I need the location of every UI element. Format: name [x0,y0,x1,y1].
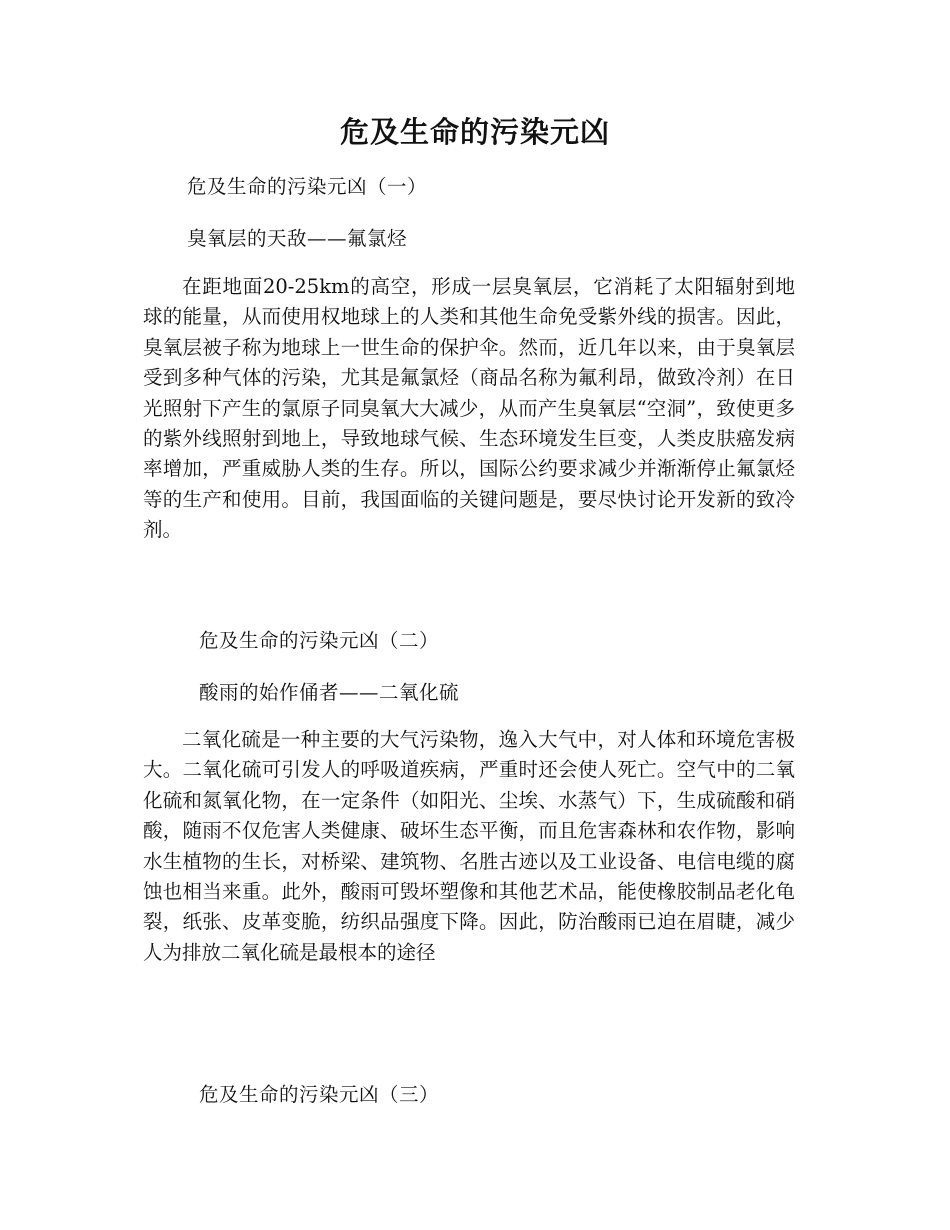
section-1-heading: 危及生命的污染元凶（一） [187,175,428,198]
section-2-subheading: 酸雨的始作俑者——二氧化硫 [199,681,460,704]
section-1-subheading: 臭氧层的天敌——氟氯烃 [187,227,408,250]
document-title: 危及生命的污染元凶 [339,115,610,149]
section-1-body: 在距地面20-25km的高空，形成一层臭氧层，它消耗了太阳辐射到地球的能量，从而使用权地球上的人类和其他生命免受紫外线的损害。因此，臭氧层被子称为地球上一世生命的保护伞。然而，近几年以来，由于臭氧层受到多种气体的污染，尤其是氟氯烃（商品名称为氟利昂，做致冷剂）在日光照射下产生的氯原子同臭氧大大减少，从而产生臭氧层“空洞”，致使更多的紫外线照射到地上，导致地球气候、生态环境发生巨变，人类皮肤癌发病率增加，严重威胁人类的生存。所以，国际公约要求减少并渐渐停止氟氯烃等的生产和使用。目前，我国面临的关键问题是，要尽快讨论开发新的致冷剂。 [143,275,795,542]
section-2-body: 二氧化硫是一种主要的大气污染物，逸入大气中，对人体和环境危害极大。二氧化硫可引发人的呼吸道疾病，严重时还会使人死亡。空气中的二氧化硫和氮氧化物，在一定条件（如阳光、尘埃、水蒸气）下，生成硫酸和硝酸，随雨不仅危害人类健康、破坏生态平衡，而且危害森林和农作物，影响水生植物的生长，对桥梁、建筑物、名胜古迹以及工业设备、电信电缆的腐蚀也相当来重。此外，酸雨可毁坏塑像和其他艺术品，能使橡胶制品老化龟裂，纸张、皮革变脆，纺织品强度下降。因此，防治酸雨已迫在眉睫，减少人为排放二氧化硫是最根本的途径 [143,728,795,964]
section-2-heading: 危及生命的污染元凶（二） [199,629,440,652]
section-3-heading: 危及生命的污染元凶（三） [199,1083,440,1106]
